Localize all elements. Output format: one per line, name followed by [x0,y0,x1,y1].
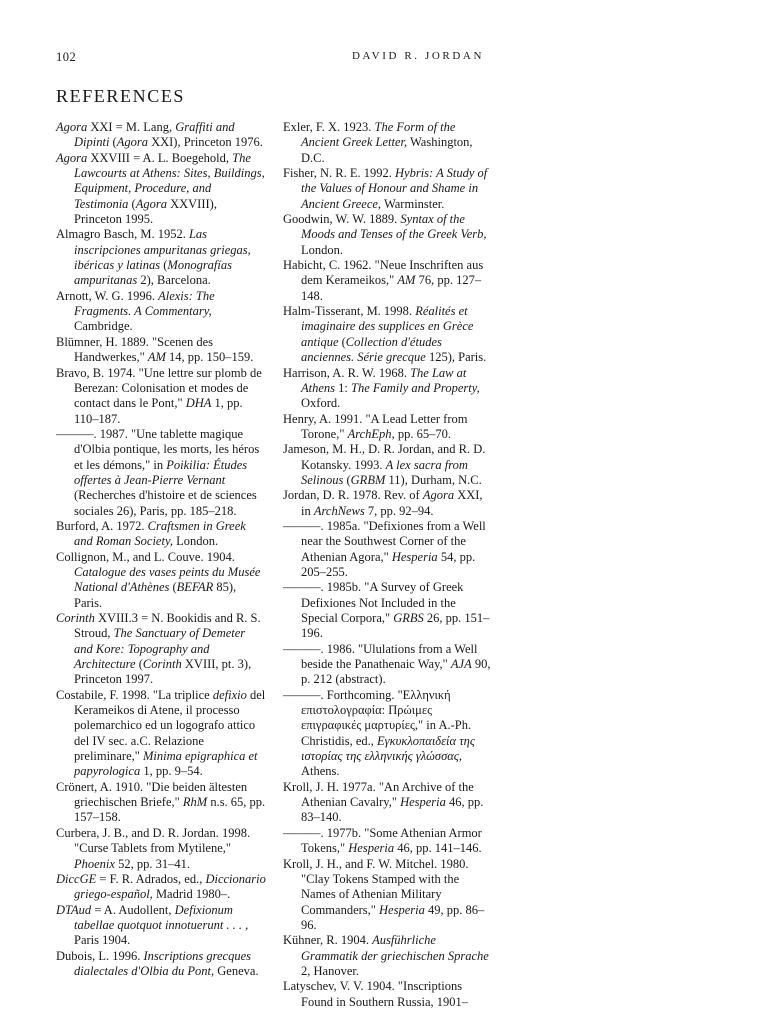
reference-entry: Agora XXVIII = A. L. Boegehold, The Lawcourts at Athens: Sites, Buildings, Equipment, Procedure, and Testimonia (Agora XXVIII), Princeton 1995. [56,150,265,227]
running-head: DAVID R. JORDAN [352,50,485,62]
reference-entry: Kroll, J. H. 1977a. "An Archive of the Athenian Cavalry," Hesperia 46, pp. 83–140. [283,779,484,825]
reference-entry: DiccGE = F. R. Adrados, ed., Diccionario griego-español, Madrid 1980–. [56,871,266,902]
reference-entry: Latyschev, V. V. 1904. "Inscriptions Found in Southern Russia, 1901– [283,979,469,1009]
reference-entry: Almagro Basch, M. 1952. Las inscripciones ampuritanas griegas, ibéricas y latinas (Monografías ampuritanas 2), Barcelona. [56,227,251,288]
references-right-column [283,120,493,1010]
reference-entry: ———. Forthcoming. "Ελληνική επιστολογραφία: Πρώιμες επιγραφικές μαρτυρίες," in A.-Ph. Christidis, ed., Εγκυκλοπαιδεία της ιστορίας της ελληνικής γλώσσας, Athens. [283,687,475,779]
reference-entry: Blümner, H. 1889. "Scenen des Handwerkes," AM 14, pp. 150–159. [56,334,254,365]
reference-entry: Fisher, N. R. E. 1992. Hybris: A Study of the Values of Honour and Shame in Ancient Greece, Warminster. [283,166,488,211]
reference-entry: ———. 1977b. "Some Athenian Armor Tokens," Hesperia 46, pp. 141–146. [283,825,482,856]
reference-entry: Harrison, A. R. W. 1968. The Law at Athens 1: The Family and Property, Oxford. [283,365,480,411]
page-number: 102 [56,50,77,64]
reference-entry: ———. 1985b. "A Survey of Greek Defixiones Not Included in the Special Corpora," GRBS 26, pp. 151–196. [283,580,490,641]
reference-entry: ———. 1987. "Une tablette magique d'Olbia pontique, les morts, les héros et les démons," in Poikilia: Études offertes à Jean-Pierre Vernant (Recherches d'histoire et de sciences sociales 26), Paris, pp. 185–218. [56,426,260,518]
reference-entry: Henry, A. 1991. "A Lead Letter from Torone," ArchEph, pp. 65–70. [283,411,468,441]
reference-entry: Jameson, M. H., D. R. Jordan, and R. D. Kotansky. 1993. A lex sacra from Selinous (GRBM 11), Durham, N.C. [283,442,486,487]
reference-entry: Costabile, F. 1998. "La triplice defixio del Kerameikos di Atene, il processo polemarchico ed un logografo attico del IV sec. a.C. Relazione preliminare," Minima epigraphica et papyrologica 1, pp. 9–54. [56,687,266,779]
reference-entry: Crönert, A. 1910. "Die beiden ältesten griechischen Briefe," RhM n.s. 65, pp. 157–158. [56,779,266,825]
reference-entry: Burford, A. 1972. Craftsmen in Greek and Roman Society, London. [56,518,246,549]
reference-entry: ———. 1986. "Ululations from a Well beside the Panathenaic Way," AJA 90, p. 212 (abstract). [283,641,491,687]
reference-entry: DTAud = A. Audollent, Defixionum tabellae quotquot innotuerunt . . . , Paris 1904. [56,902,249,948]
reference-entry: Dubois, L. 1996. Inscriptions grecques dialectales d'Olbia du Pont, Geneva. [56,948,259,978]
reference-entry: Bravo, B. 1974. "Une lettre sur plomb de Berezan: Colonisation et modes de contact dans le Pont," DHA 1, pp. 110–187. [56,365,262,426]
section-title: REFERENCES [56,86,186,106]
reference-entry: Corinth XVIII.3 = N. Bookidis and R. S. Stroud, The Sanctuary of Demeter and Kore: Topography and Architecture (Corinth XVIII, pt. 3), Princeton 1997. [56,611,261,687]
reference-entry: Goodwin, W. W. 1889. Syntax of the Moods and Tenses of the Greek Verb, London. [283,212,487,257]
reference-entry: Kroll, J. H., and F. W. Mitchel. 1980. "Clay Tokens Stamped with the Names of Athenian Military Commanders," Hesperia 49, pp. 86–96. [283,856,485,932]
reference-entry: Jordan, D. R. 1978. Rev. of Agora XXI, in ArchNews 7, pp. 92–94. [283,488,483,518]
references-left-column [56,120,266,979]
reference-entry: Halm-Tisserant, M. 1998. Réalités et imaginaire des supplices en Grèce antique (Collection d'études anciennes. Série grecque 125), Paris. [283,304,487,365]
reference-entry: Kühner, R. 1904. Ausführliche Grammatik der griechischen Sprache 2, Hanover. [283,933,489,978]
reference-entry: Habicht, C. 1962. "Neue Inschriften aus dem Kerameikos," AM 76, pp. 127–148. [283,258,484,303]
reference-entry: Arnott, W. G. 1996. Alexis: The Fragments. A Commentary, Cambridge. [56,288,215,334]
reference-entry: Curbera, J. B., and D. R. Jordan. 1998. "Curse Tablets from Mytilene," Phoenix 52, pp. 31–41. [56,825,251,871]
reference-entry: Collignon, M., and L. Couve. 1904. Catalogue des vases peints du Musée National d'Athènes (BEFAR 85), Paris. [56,549,261,610]
reference-entry: Exler, F. X. 1923. The Form of the Ancient Greek Letter, Washington, D.C. [283,120,473,165]
reference-entry: Agora XXI = M. Lang, Graffiti and Dipinti (Agora XXI), Princeton 1976. [56,120,263,150]
reference-entry: ———. 1985a. "Defixiones from a Well near the Southwest Corner of the Athenian Agora," Hesperia 54, pp. 205–255. [283,518,486,579]
